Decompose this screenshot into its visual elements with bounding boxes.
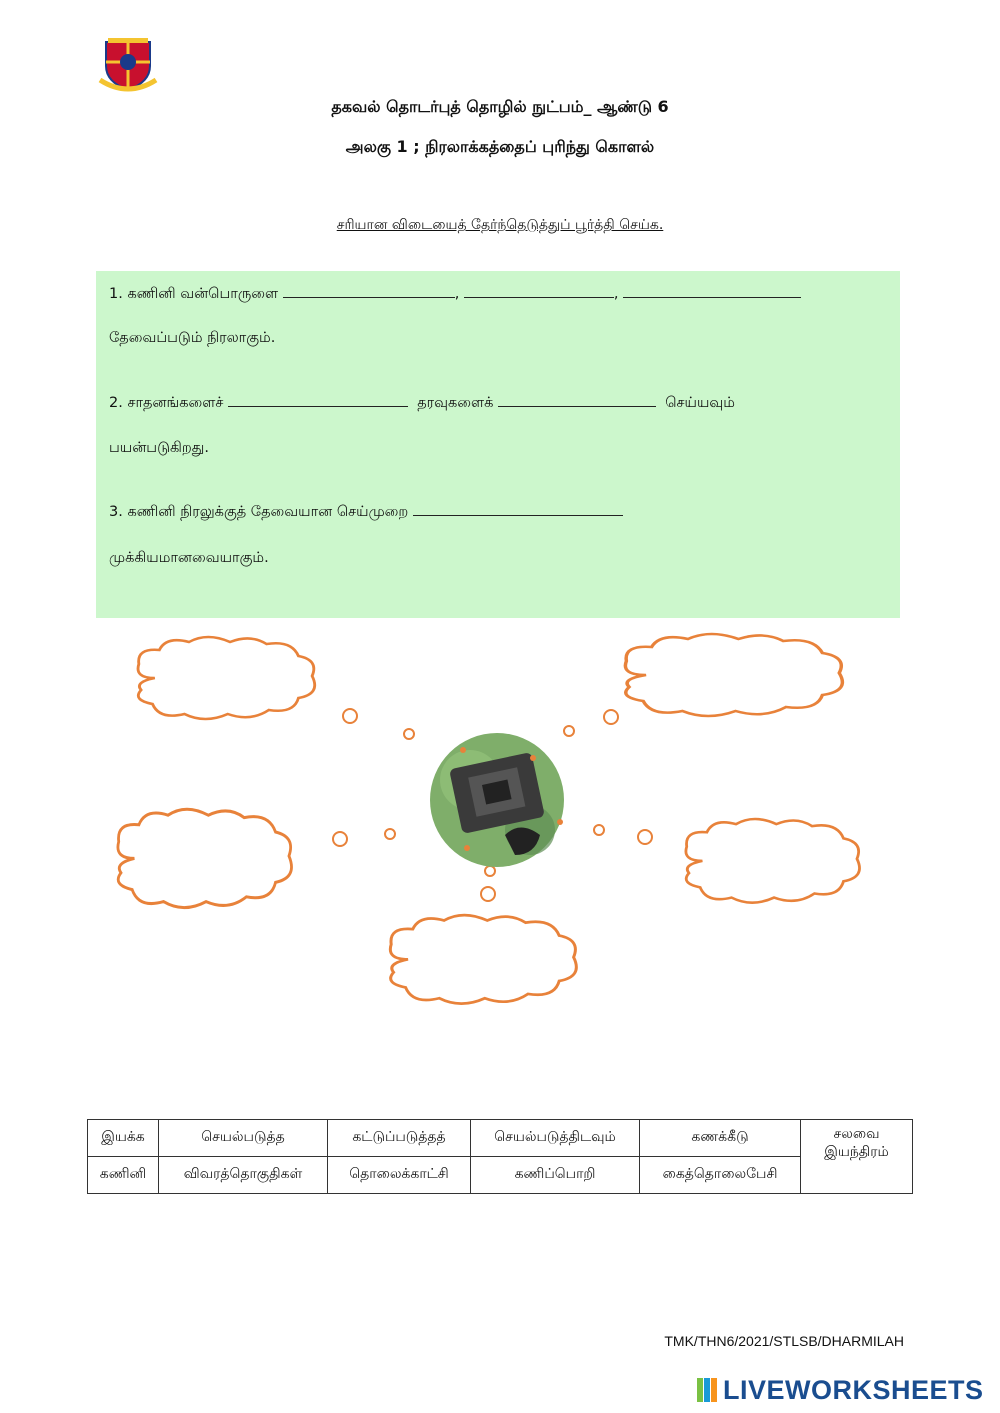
footer-reference: TMK/THN6/2021/STLSB/DHARMILAH [664,1333,904,1349]
word-bank-cell[interactable]: கணக்கீடு [640,1120,801,1157]
answer-cloud-middle-left[interactable] [118,809,292,907]
q3-blank-1[interactable] [413,501,623,516]
answer-cloud-middle-right[interactable] [686,819,860,903]
q1-blank-3[interactable] [623,283,801,298]
word-bank-table [87,1119,913,1194]
word-bank-cell[interactable]: இயக்க [88,1120,159,1157]
q1-comma-2: , [613,286,619,302]
question-box [96,271,900,618]
word-bank-cell[interactable]: கணினி [88,1157,159,1194]
liveworksheets-logo-icon [697,1378,719,1402]
word-bank-cell[interactable] [801,1120,913,1194]
question-3-line-1 [109,501,623,522]
liveworksheets-brand-text: LIVEWORKSHEETS [723,1375,984,1405]
word-bank-cell[interactable]: விவரத்தொகுதிகள் [159,1157,328,1194]
question-1-text: 1. கணினி வன்பொருளை [109,286,279,302]
question-2-mid: தரவுகளைக் [417,395,494,411]
answer-cloud-bottom[interactable] [390,915,576,1004]
word-bank-cell[interactable]: கட்டுப்படுத்தத் [328,1120,471,1157]
circuit-board-image [430,733,564,867]
question-2-text: 2. சாதனங்களைச் [109,395,224,411]
q2-blank-1[interactable] [228,392,408,407]
q1-comma-1: , [454,286,460,302]
question-2-end: செய்யவும் [665,395,735,411]
word-bank-last-line-1: சலவை [833,1126,880,1142]
word-bank-last-line-2: இயந்திரம் [824,1144,889,1160]
q1-blank-1[interactable] [283,283,455,298]
question-2-line-2: பயன்படுகிறது. [109,440,209,456]
question-2-line-1 [109,392,735,413]
school-crest-logo [96,36,160,94]
worksheet-subtitle: அலகு 1 ; நிரலாக்கத்தைப் புரிந்து கொளல் [345,137,655,156]
question-3-text: 3. கணினி நிரலுக்குத் தேவையான செய்முறை [109,504,409,520]
answer-cloud-top-right[interactable] [625,634,842,716]
worksheet-title: தகவல் தொடர்புத் தொழில் நுட்பம்_ ஆண்டு 6 [331,97,669,116]
answer-cloud-top-left[interactable] [138,637,315,719]
word-bank-cell[interactable]: செயல்படுத்த [159,1120,328,1157]
word-bank-cell[interactable]: செயல்படுத்திடவும் [471,1120,640,1157]
q2-blank-2[interactable] [498,392,656,407]
mind-map-diagram [0,620,1000,1020]
liveworksheets-brand[interactable] [697,1375,984,1406]
instruction-text: சரியான விடையைத் தேர்ந்தெடுத்துப் பூர்த்தி செய்க. [336,217,664,233]
word-bank-cell[interactable]: தொலைக்காட்சி [328,1157,471,1194]
question-1-line-2: தேவைப்படும் நிரலாகும். [109,330,276,346]
word-bank-cell[interactable]: கணிப்பொறி [471,1157,640,1194]
q1-blank-2[interactable] [464,283,614,298]
word-bank-cell[interactable]: கைத்தொலைபேசி [640,1157,801,1194]
question-3-line-2: முக்கியமானவையாகும். [109,550,269,566]
question-1-line-1 [109,283,801,304]
